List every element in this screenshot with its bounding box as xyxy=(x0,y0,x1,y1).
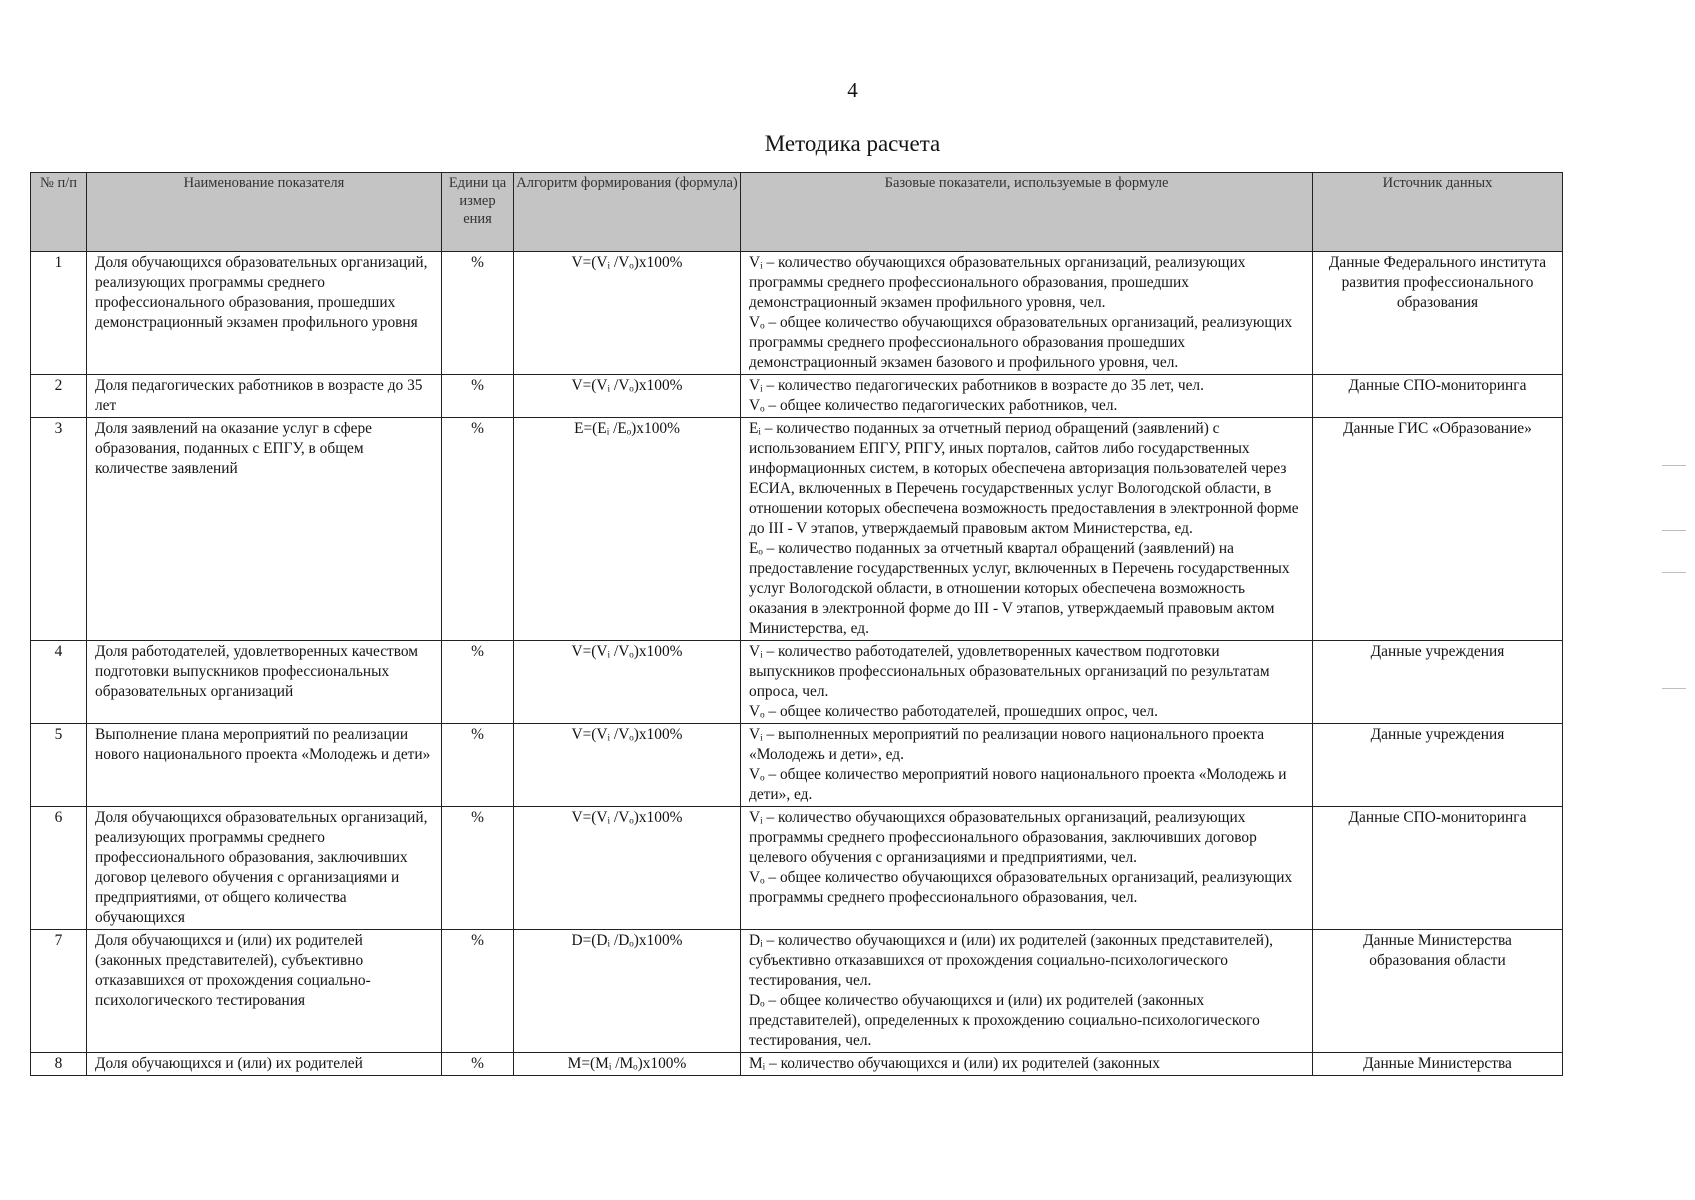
indicator-name: Доля обучающихся и (или) их родителей xyxy=(87,1053,442,1076)
base-indicator: Dᵢ – количество обучающихся и (или) их родителей (законных представителей), субъективно отказавшихся от прохождения социально-психологического тестирования, чел. xyxy=(749,932,1273,989)
unit: % xyxy=(442,930,514,1053)
table-row xyxy=(31,807,1563,930)
data-source: Данные Министерства xyxy=(1313,1053,1563,1076)
unit: % xyxy=(442,724,514,807)
data-source: Данные СПО-мониторинга xyxy=(1313,375,1563,418)
base-indicator: Eₒ – количество поданных за отчетный квартал обращений (заявлений) на предоставление государственных услуг, включенных в Перечень государственных услуг Вологодской области, в отношении которых обеспечена возможность оказания в электронной форме до III - V этапов, утверждаемый правовым актом Министерства, ед. xyxy=(749,540,1290,637)
data-source: Данные Министерства образования области xyxy=(1313,930,1563,1053)
row-number: 8 xyxy=(31,1053,87,1076)
col-header-unit: Едини ца измер ения xyxy=(442,173,514,252)
unit: % xyxy=(442,1053,514,1076)
unit: % xyxy=(442,252,514,375)
formula: V=(Vᵢ /Vₒ)x100% xyxy=(514,724,741,807)
data-source: Данные СПО-мониторинга xyxy=(1313,807,1563,930)
unit: % xyxy=(442,641,514,724)
scan-artifact xyxy=(1662,688,1686,689)
base-indicators xyxy=(741,418,1313,641)
indicator-name: Доля обучающихся образовательных организаций, реализующих программы среднего профессионального образования, заключивших договор целевого обучения с организациями и предприятиями, от общего количества обучающихся xyxy=(87,807,442,930)
base-indicators xyxy=(741,724,1313,807)
base-indicators xyxy=(741,375,1313,418)
base-indicator: Mᵢ – количество обучающихся и (или) их родителей (законных xyxy=(749,1055,1160,1072)
base-indicator: Vᵢ – выполненных мероприятий по реализации нового национального проекта «Молодежь и дети», ед. xyxy=(749,726,1265,763)
formula: V=(Vᵢ /Vₒ)x100% xyxy=(514,375,741,418)
table-row xyxy=(31,930,1563,1053)
base-indicator: Eᵢ – количество поданных за отчетный период обращений (заявлений) с использованием ЕПГУ, РПГУ, иных порталов, сайтов либо государственных информационных систем, в которых обеспечена авторизация пользователей через ЕСИА, включенных в Перечень государственных услуг Вологодской области, в отношении которых обеспечена возможность предоставления в электронной форме до III - V этапов, утверждаемый правовым актом Министерства, ед. xyxy=(749,420,1299,537)
base-indicators xyxy=(741,252,1313,375)
base-indicators xyxy=(741,807,1313,930)
table-row xyxy=(31,724,1563,807)
indicator-name: Доля педагогических работников в возрасте до 35 лет xyxy=(87,375,442,418)
row-number: 7 xyxy=(31,930,87,1053)
scan-artifact xyxy=(1662,465,1686,466)
indicator-name: Выполнение плана мероприятий по реализации нового национального проекта «Молодежь и дети» xyxy=(87,724,442,807)
formula: D=(Dᵢ /Dₒ)x100% xyxy=(514,930,741,1053)
indicator-name: Доля обучающихся образовательных организаций, реализующих программы среднего профессионального образования, прошедших демонстрационный экзамен профильного уровня xyxy=(87,252,442,375)
formula: M=(Mᵢ /Mₒ)x100% xyxy=(514,1053,741,1076)
row-number: 3 xyxy=(31,418,87,641)
formula: V=(Vᵢ /Vₒ)x100% xyxy=(514,641,741,724)
data-source: Данные учреждения xyxy=(1313,641,1563,724)
unit: % xyxy=(442,375,514,418)
base-indicator: Vᵢ – количество обучающихся образовательных организаций, реализующих программы среднего профессионального образования, прошедших демонстрационный экзамен профильного уровня, чел. xyxy=(749,254,1246,311)
indicator-name: Доля заявлений на оказание услуг в сфере образования, поданных с ЕПГУ, в общем количестве заявлений xyxy=(87,418,442,641)
table-row xyxy=(31,1053,1563,1076)
formula: E=(Eᵢ /Eₒ)x100% xyxy=(514,418,741,641)
table-row xyxy=(31,252,1563,375)
base-indicator: Vᵢ – количество обучающихся образовательных организаций, реализующих программы среднего профессионального образования, заключивших договор целевого обучения с организациями и предприятиями, чел. xyxy=(749,809,1257,866)
col-header-name: Наименование показателя xyxy=(87,173,442,252)
base-indicator: Vₒ – общее количество работодателей, прошедших опрос, чел. xyxy=(749,703,1158,720)
data-source: Данные учреждения xyxy=(1313,724,1563,807)
base-indicator: Vₒ – общее количество педагогических работников, чел. xyxy=(749,397,1118,414)
data-source: Данные ГИС «Образование» xyxy=(1313,418,1563,641)
methodology-table xyxy=(30,172,1563,1076)
table-row xyxy=(31,641,1563,724)
col-header-base: Базовые показатели, используемые в формуле xyxy=(741,173,1313,252)
base-indicator: Vᵢ – количество педагогических работников в возрасте до 35 лет, чел. xyxy=(749,377,1204,394)
document-title: Методика расчета xyxy=(764,131,941,156)
base-indicator: Vₒ – общее количество обучающихся образовательных организаций, реализующих программы среднего профессионального образования прошедших демонстрационный экзамен базового и профильного уровня, чел. xyxy=(749,314,1293,371)
scan-artifact xyxy=(1662,530,1686,531)
row-number: 1 xyxy=(31,252,87,375)
indicator-name: Доля работодателей, удовлетворенных качеством подготовки выпускников профессиональных образовательных организаций xyxy=(87,641,442,724)
base-indicators xyxy=(741,641,1313,724)
indicator-name: Доля обучающихся и (или) их родителей (законных представителей), субъективно отказавшихся от прохождения социально-психологического тестирования xyxy=(87,930,442,1053)
row-number: 5 xyxy=(31,724,87,807)
table-header-row xyxy=(31,173,1563,252)
row-number: 6 xyxy=(31,807,87,930)
col-header-num: № п/п xyxy=(31,173,87,252)
base-indicators xyxy=(741,930,1313,1053)
table-row xyxy=(31,418,1563,641)
page-number: 4 xyxy=(847,78,858,102)
base-indicator: Vᵢ – количество работодателей, удовлетворенных качеством подготовки выпускников профессиональных образовательных организаций по результатам опроса, чел. xyxy=(749,643,1270,700)
formula: V=(Vᵢ /Vₒ)x100% xyxy=(514,807,741,930)
table-row xyxy=(31,375,1563,418)
unit: % xyxy=(442,807,514,930)
base-indicator: Vₒ – общее количество мероприятий нового национального проекта «Молодежь и дети», ед. xyxy=(749,766,1287,803)
formula: V=(Vᵢ /Vₒ)x100% xyxy=(514,252,741,375)
base-indicator: Dₒ – общее количество обучающихся и (или) их родителей (законных представителей), определенных к прохождению социально-психологического тестирования, чел. xyxy=(749,992,1260,1049)
col-header-formula: Алгоритм формирования (формула) xyxy=(514,173,741,252)
data-source: Данные Федерального института развития профессионального образования xyxy=(1313,252,1563,375)
row-number: 4 xyxy=(31,641,87,724)
row-number: 2 xyxy=(31,375,87,418)
unit: % xyxy=(442,418,514,641)
base-indicators xyxy=(741,1053,1313,1076)
base-indicator: Vₒ – общее количество обучающихся образовательных организаций, реализующих программы среднего профессионального образования, чел. xyxy=(749,869,1293,906)
col-header-source: Источник данных xyxy=(1313,173,1563,252)
scan-artifact xyxy=(1662,572,1686,573)
